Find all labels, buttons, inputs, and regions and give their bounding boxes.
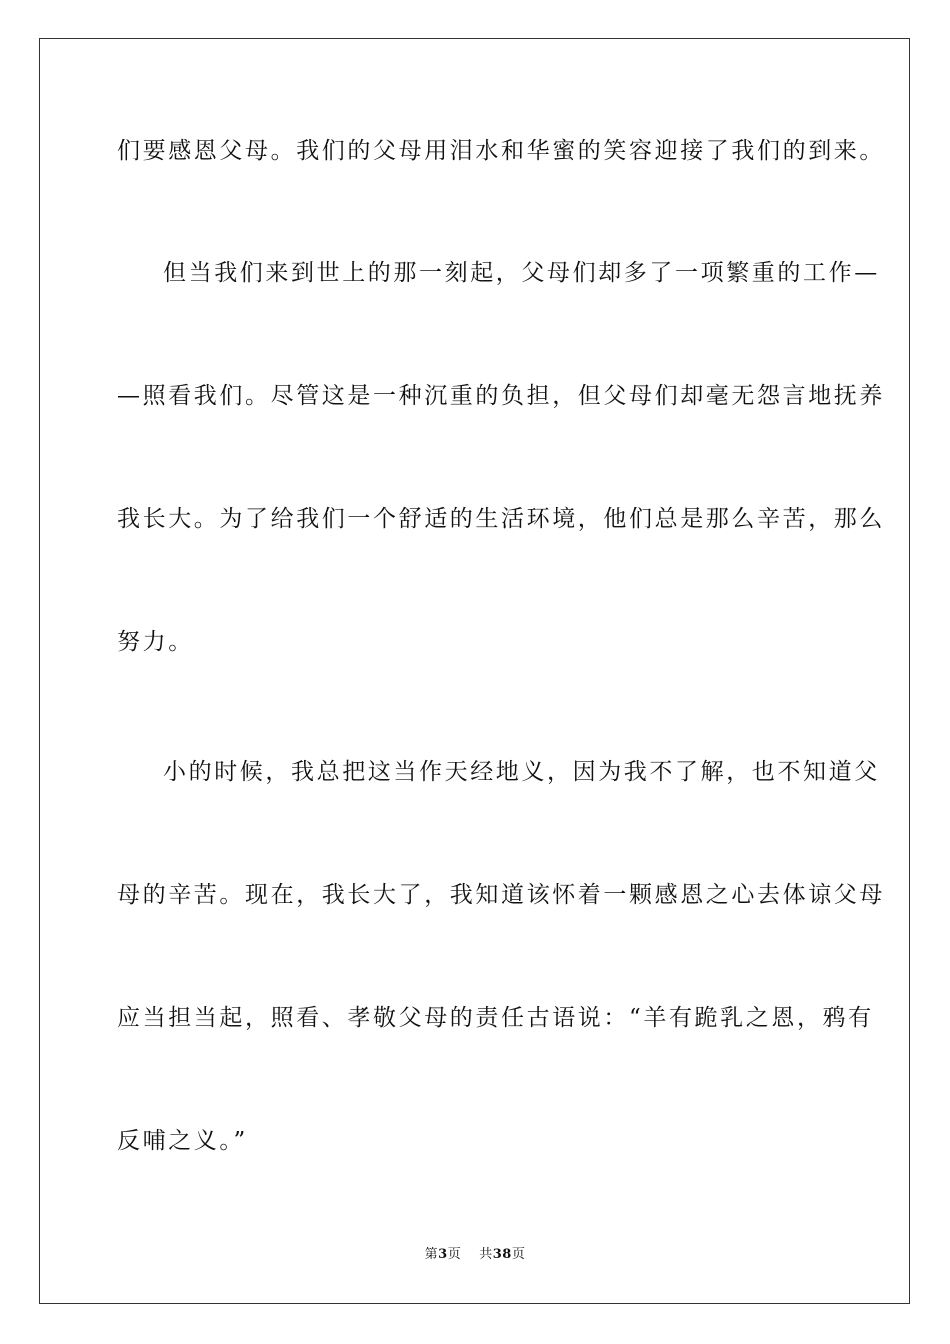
text-line-3: —照看我们。尽管这是一种沉重的负担，但父母们却毫无怨言地抚养 <box>117 383 885 409</box>
text-line-1: 们要感恩父母。我们的父母用泪水和华蜜的笑容迎接了我们的到来。 <box>117 138 885 164</box>
text-line-5: 努力。 <box>117 629 194 655</box>
page-prefix: 第 <box>424 1247 439 1262</box>
total-suffix: 页 <box>511 1247 526 1262</box>
total-pages: 38 <box>492 1247 512 1262</box>
text-line-7: 母的辛苦。现在，我长大了，我知道该怀着一颗感恩之心去体谅父母 <box>117 882 885 908</box>
page-frame <box>39 38 910 1304</box>
text-line-2: 但当我们来到世上的那一刻起，父母们却多了一项繁重的工作— <box>163 260 880 286</box>
text-line-8: 应当担当起，照看、孝敬父母的责任古语说：“羊有跪乳之恩，鸦有 <box>117 1005 874 1031</box>
page-number: 3 <box>438 1247 448 1262</box>
text-line-4: 我长大。为了给我们一个舒适的生活环境，他们总是那么辛苦，那么 <box>117 506 885 532</box>
total-prefix: 共 <box>479 1247 493 1262</box>
text-line-6: 小的时候，我总把这当作天经地义，因为我不了解，也不知道父 <box>163 759 880 785</box>
page-suffix: 页 <box>447 1247 462 1262</box>
page-footer <box>0 1246 950 1264</box>
text-line-9: 反哺之义。” <box>117 1128 248 1154</box>
